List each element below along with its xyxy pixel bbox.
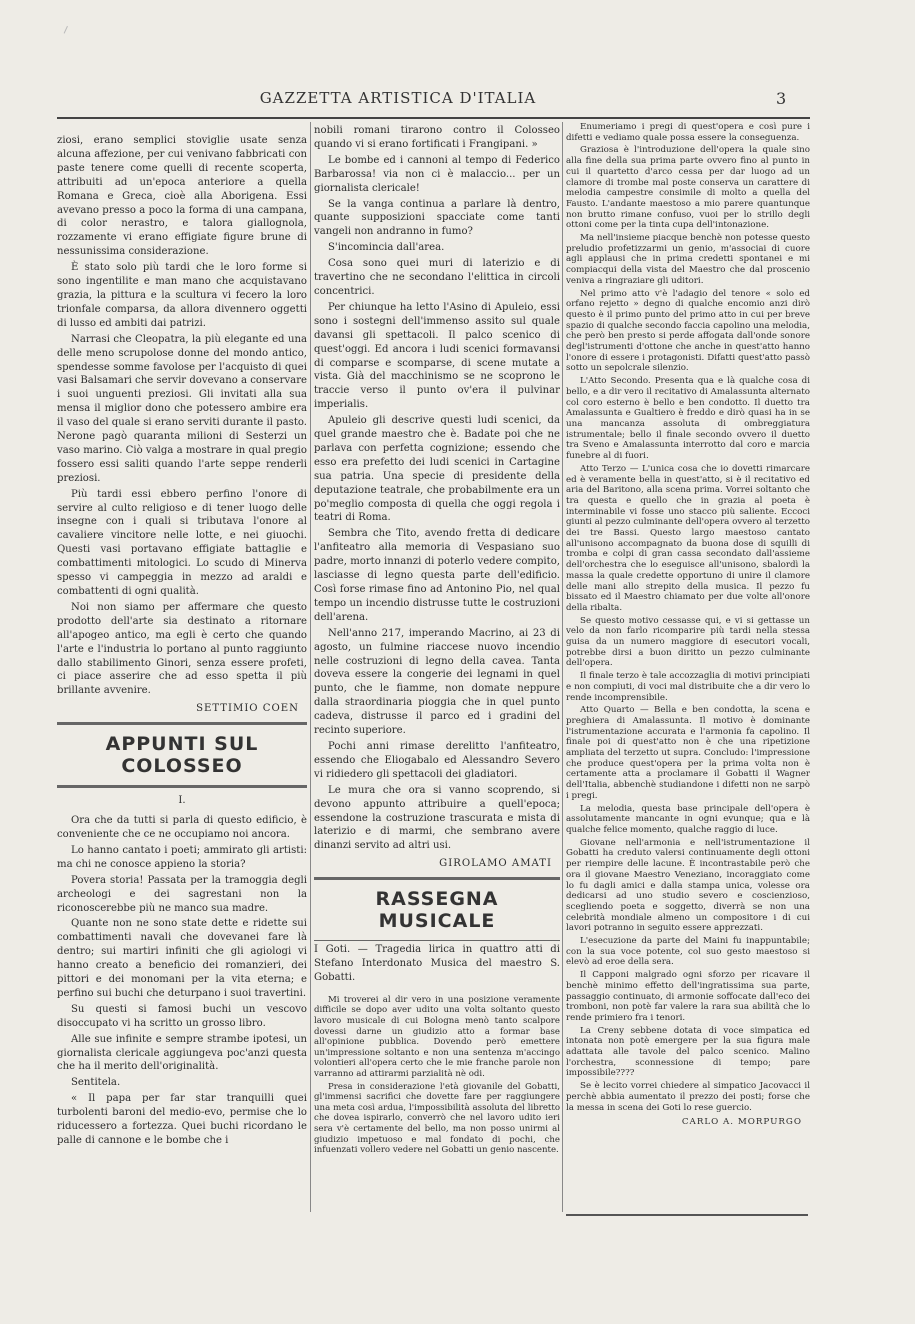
chapter-number: I.	[178, 795, 186, 807]
column-divider-1	[310, 122, 311, 1212]
paragraph: Le bombe ed i cannoni al tempo di Federico Barbarossa! via non ci è malaccio... per un giornalista clericale!	[314, 154, 560, 194]
paragraph: Sentitela.	[71, 1077, 121, 1089]
paragraph: Se questo motivo cessasse qui, e vi si gettasse un velo da non farlo ricomparire più tardi nella stessa guisa da un numero maggiore di esecutori vocali, potrebbe dirsi a buon diritto un pezzo culminante dell'opera.	[566, 615, 810, 669]
paragraph: Narrasi che Cleopatra, la più elegante ed una delle meno scrupolose donne del mondo antico, spendesse somme favolose per l'acquisto di quei vasi Balsamari che servir dovevano a conservare i suoi unguenti preziosi. Gli invitati alla sua mensa il miglior dono che potessero ambire era il vaso del quale si erano serviti durante il pasto. Nerone pagò quaranta milioni di Sesterzi un vaso marino. Ciò valga a mostrare in qual pregio fossero essi saliti quando l'arte seppe renderli preziosi.	[57, 333, 307, 484]
section-rule-bottom	[57, 785, 307, 788]
page-number: 3	[776, 89, 787, 108]
author-signature: CARLO A. MORPURGO	[681, 1117, 802, 1128]
paragraph: Pochi anni rimase derelitto l'anfiteatro, essendo che Eliogabalo ed Alessandro Severo vi ridiedero gli spettacoli dei gladiatori.	[314, 740, 560, 780]
paragraph: È stato solo più tardi che le loro forme si sono ingentilite e man mano che acquistavano grazia, la pittura e la scultura vi fecero la loro trionfale comparsa, da allora divennero oggetti di lusso ed ambiti dai patrizi.	[57, 262, 307, 329]
paragraph: Sembra che Tito, avendo fretta di dedicare l'anfiteatro alla memoria di Vespasiano suo padre, morto innanzi di poterlo vedere compito, lasciasse di legno questa parte dell'edificio. Così forse rimase fino ad Antonino Pio, nel qual tempo un incendio distrusse tutte le costruzioni dell'arena.	[314, 528, 560, 623]
author-signature: SETTIMIO COEN	[196, 703, 299, 715]
column-divider-2	[562, 122, 563, 1212]
paragraph: Per chiunque ha letto l'Asino di Apuleio, essi sono i sostegni dell'immenso assito sul quale davansi gli spettacoli. Il palco scenico di quest'oggi. Ed ancora i ludi scenici formavansi di comparse e scomparse, di scene mutate a vista. Già del macchinismo se ne scoprono le traccie verso il punto ov'era il pulvinar imperialis.	[314, 301, 560, 411]
paragraph: S'incomincia dall'area.	[328, 242, 445, 254]
paragraph: Presa in considerazione l'età giovanile del Gobatti, gl'immensi sacrifici che dovette fare per raggiungere una meta così ardua, l'impossibilità assoluta del libretto che dovea ispirarlo, converrò che nel lavoro udito ieri sera v'è certamente del bello, ma non posso unirmi al giudizio impetuoso e mal fondato di pochi, che infuenzati vollero vedere nel Gobatti un genio nascente.	[314, 1081, 560, 1156]
paragraph: Giovane nell'armonia e nell'istrumentazione il Gobatti ha creduto valersi continuamente degli ottoni per riempire delle lacune. È incontrastabile però che ora il giovane Maestro Veneziano, incoraggiato come lo fu dagli amici e dalla stampa unica, volesse ora dedicarsi ad uno studio severo e coscienzioso, scegliendo poeta e soggetto, diverrà se non una celebrità mondiale almeno un compositore i di cui lavori potranno in seguito essere apprezzati.	[566, 837, 810, 934]
paragraph: Apuleio gli descrive questi ludi scenici, da quel grande maestro che è. Badate poi che ne parlava con perfetta cognizione; essendo che esso era prefetto dei ludi scenici in Cartagine sua patria. Una specie di presidente della deputazione teatrale, che probabilmente era un po'meglio composta di quella che oggi regola i teatri di Roma.	[314, 415, 560, 524]
paragraph: Noi non siamo per affermare che questo prodotto dell'arte sia destinato a ritornare all'apogeo antico, ma egli è certo che quando l'arte e l'industria lo portano al punto raggiunto dallo stabilimento Ginori, senza essere profeti, ci piace asserire che ad esso spetta il più brillante avvenire.	[57, 601, 307, 697]
column-2	[314, 124, 560, 1214]
review-lead: I Goti. — Tragedia lirica in quattro atti di Stefano Interdonato Musica del maestro S. Gobatti.	[314, 944, 560, 983]
paragraph: Cosa sono quei muri di laterizio e di travertino che ne secondano l'elittica in circoli concentrici.	[314, 258, 560, 297]
paragraph: Atto Terzo — L'unica cosa che io dovetti rimarcare ed è veramente bella in quest'atto, si è il recitativo ed aria del Baritono, alla scena prima. Vorrei soltanto che tra questa e quello che in grazia al poeta è interminabile vi fosse uno stacco più saliente. Eccoci giunti al pezzo culminante dell'opera ovvero al terzetto dei tre Bassi. Questo largo maestoso cantato all'unisono accompagnato da buona dose di squilli di tromba e colpi di gran cassa secondato dall'assieme dell'orchestra che lo eseguisce all'unisono, sbalordì la massa la quale credette opportuno di unire il clamore delle mani allo strepito della musica. Il pezzo fu bissato ed il Maestro chiamato per due volte all'onore della ribalta.	[566, 463, 810, 613]
paragraph: nobili romani tirarono contro il Colosseo quando vi si erano fortificati i Frangipani. »	[314, 125, 560, 150]
paragraph: Ma nell'insieme piacque benchè non potesse questo preludio profetizzarmi un genio, m'associai di cuore agli applausi che in prima credetti spontanei e mi compiacqui della vista del Maestro che dal proscenio veniva a ringraziare gli uditori.	[566, 233, 810, 286]
column-1	[57, 134, 307, 1214]
paragraph: Se è lecito vorrei chiedere al simpatico Jacovacci il perchè abbia aumentato il prezzo dei posti; forse che la messa in scena dei Goti lo rese guercio.	[566, 1081, 810, 1113]
paragraph: L'Atto Secondo. Presenta qua e là qualche cosa di bello, e a dir vero il recitativo di Amalassunta alternato col coro esterno è bello e ben condotto. Il duetto tra Amalassunta e Gualtiero è freddo e dirò quasi ha in se una mancanza assoluta di ombreggiatura istrumentale; bello il finale secondo ovvero il duetto tra Sveno e Amalassunta interrotto dal coro e marcia funebre al di fuori.	[566, 376, 810, 462]
paragraph: Atto Quarto — Bella e ben condotta, la scena e preghiera di Amalassunta. Il motivo è dominante l'istrumentazione accurata e l'armonia fa capolino. Il finale poi di quest'atto non è che una ripetizione ampliata del terzetto ut supra. Concludo: l'impressione che produce quest'opera per la prima volta non è certamente atta a proclamare il Gobatti il Wagner dell'Italia, abbenchè studiandone i difetti non ne sarpò i pregi.	[566, 705, 810, 801]
paragraph: L'esecuzione da parte del Maini fu inappuntabile; con la sua voce potente, col suo gesto maestoso si elevò ad eroe della sera.	[566, 936, 810, 968]
paragraph: Quante non ne sono state dette e ridette sui combattimenti navali che dovevanei fare là dentro; sui martiri infiniti che gli agiologi vi hanno creato a beneficio dei romanzieri, dei pittori e dei monomani per la vita eterna; e perfino sui buchi che deturpano i suoi travertini.	[57, 918, 307, 999]
paragraph: Enumeriamo i pregi di quest'opera e così pure i difetti e vediamo quale possa essere la conseguenza.	[566, 122, 810, 143]
page-header-title: GAZZETTA ARTISTICA D'ITALIA	[259, 89, 537, 107]
paragraph: Su questi si famosi buchi un vescovo disoccupato vi ha scritto un grosso libro.	[57, 1003, 307, 1029]
paragraph: Più tardi essi ebbero perfino l'onore di servire al culto religioso e di tener luogo delle insegne con i quali si tributava l'onore al cavaliere vincitore nelle lotte, e nei giuochi. Questi vasi portavano effigiate battaglie e combattimenti mitologici. Lo scudo di Minerva spesso vi campeggia in mezzo ad araldi e combattenti di ogni qualità.	[57, 488, 307, 597]
section-title-rassegna: RASSEGNA MUSICALE	[375, 888, 499, 933]
paragraph: Mi troverei al dir vero in una posizione veramente difficile se dopo aver udito una volta soltanto questo lavoro musicale di cui Bologna menò tanto scalpore dovessi darne un giudizio atto a formar base all'opinione pubblica. Dovendo però emettere un'impressione soltanto e non una sentenza m'accingo volontieri all'opera certo che le mie franche parole non varranno ad attirarmi parzialità nè odi.	[314, 994, 560, 1079]
paragraph: ziosi, erano semplici stoviglie usate senza alcuna affezione, per cui venivano fabbricati con paste tenere come quelli di recente scoperta, attribuiti ad un'epoca anteriore a quella Romana e Greca, cioè alla Aborigena. Essi avevano presso a poco la forma di una campana, di color nerastro, e talora giallognola, rozzamente vi erano effigiate figure brune di nessunissima considerazione.	[57, 135, 307, 258]
paragraph: Lo hanno cantato i poeti; ammirato gli artisti: ma chi ne conosce appieno la storia?	[57, 844, 307, 870]
paragraph: La Creny sebbene dotata di voce simpatica ed intonata non potè emergere per la sua figura male adattata alle tavole del palco scenico. Malino l'orchestra, sconnessione di tempo; pare impossibile????	[566, 1025, 810, 1079]
margin-mark	[64, 26, 74, 36]
section-rule-top	[57, 722, 307, 725]
header-rule	[57, 117, 810, 119]
paragraph: La melodia, questa base principale dell'opera è assolutamente mancante in ogni evunque; qua e là qualche felice momento, qualche raggio di luce.	[566, 803, 810, 835]
paragraph: Il Capponi malgrado ogni sforzo per ricavare il benchè minimo effetto dell'ingratissima sua parte, passaggio continuato, di armonie soffocate dall'eco dei tromboni, non potè far valere la rara sua abilità che lo rende primiero fra i tenori.	[566, 970, 810, 1023]
column-3	[566, 122, 810, 1222]
paragraph: Povera storia! Passata per la tramoggia degli archeologi e dei sagrestani non la riconoscerebbe più ne manco sua madre.	[57, 874, 307, 914]
paragraph: Ora che da tutti si parla di questo edificio, è conveniente che ce ne occupiamo noi ancora.	[57, 815, 307, 840]
paragraph: Le mura che ora si vanno scoprendo, si devono appunto attribuire a quell'epoca; essendone la costruzione trascurata e mista di laterizio e di marmi, che sembrano avere dinanzi servito ad altri usi.	[314, 784, 560, 852]
paragraph: Graziosa è l'introduzione dell'opera la quale sino alla fine della sua prima parte ovvero fino al punto in cui il quartetto d'arco cessa per dar luogo ad un clamore di trombe mal poste conserva un carattere di melodia campestre consimile di molto a quella del Fausto. L'andante maestoso a mio parere quantunque non brutto rimane confuso, vuoi per lo strillo degli ottoni come per la tinta cupa dell'intonazione.	[566, 145, 810, 231]
paragraph: Nell'anno 217, imperando Macrino, ai 23 di agosto, un fulmine riaccese nuovo incendio nelle costruzioni di legno della cavea. Tanta doveva essere la congerie dei legnami in quel punto, che le fiamme, non domate neppure dalla straordinaria pioggia che in quel punto cadeva, distrusse il parco ed i gradini del recinto superiore.	[314, 627, 560, 737]
author-signature: GIROLAMO AMATI	[439, 858, 552, 870]
paragraph: Alle sue infinite e sempre strambe ipotesi, un giornalista clericale aggiungeva poc'anzi questa che ha il merito dell'originalità.	[57, 1033, 307, 1073]
paragraph: Nel primo atto v'è l'adagio del tenore « solo ed orfano rejetto » degno di qualche encomio anzi dirò questo è il primo punto del primo atto in cui per breve spazio di qualche secondo faccia capolino una melodia, che però ben presto si perde affogata dall'onde sonore degl'istrumenti d'ottone che anche in quest'atto hanno l'onore di essere i protagonisti. Difatti quest'atto passò sotto un sepolcrale silenzio.	[566, 288, 810, 374]
paragraph: Se la vanga continua a parlare là dentro, quante supposizioni spacciate come tanti vangeli non andranno in fumo?	[314, 198, 560, 238]
section-rule-bottom	[314, 940, 560, 941]
column-end-rule	[566, 1214, 808, 1216]
paragraph: « Il papa per far star tranquilli quei turbolenti baroni del medio-evo, permise che lo riducessero a fortezza. Quei buchi ricordano le palle di cannone e le bombe che i	[57, 1093, 307, 1146]
section-rule-top	[314, 877, 560, 880]
paragraph: Il finale terzo è tale accozzaglia di motivi principiati e non compiuti, di voci mal distribuite che a dir vero lo rende incomprensibile.	[566, 671, 810, 703]
section-title-colosseo: APPUNTI SUL COLOSSEO	[105, 733, 259, 778]
